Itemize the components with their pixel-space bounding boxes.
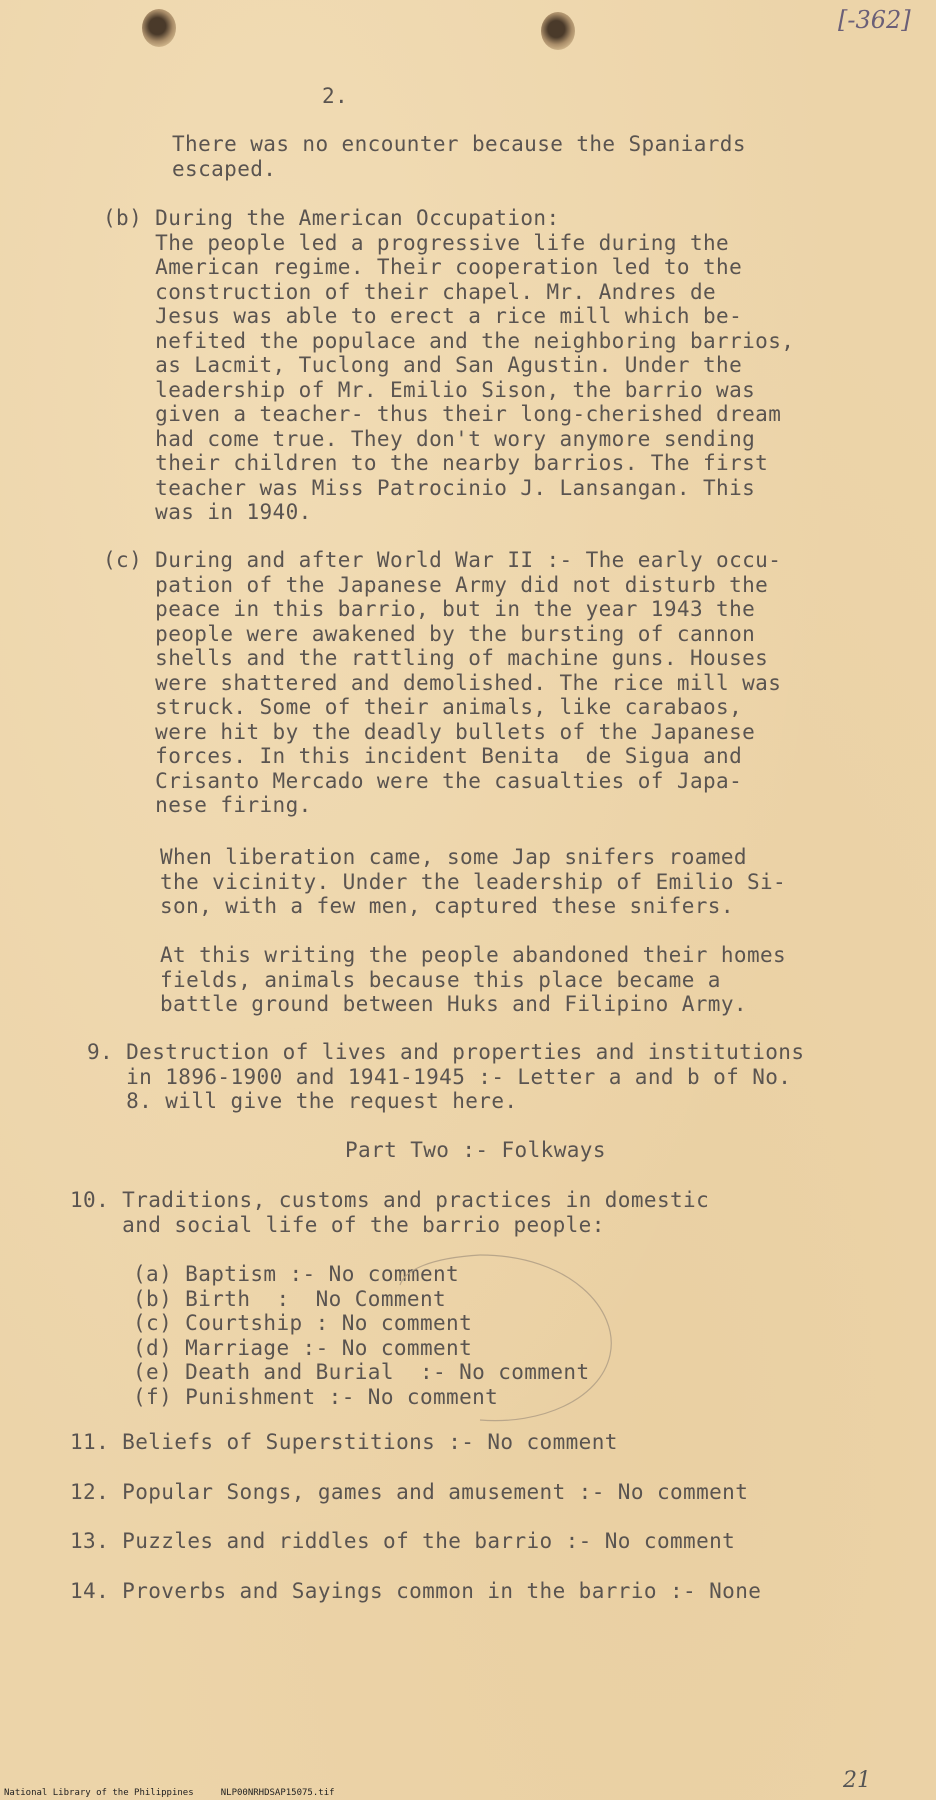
item-10: 10. Traditions, customs and practices in domestic and social life of the barrio people: [70,1188,710,1237]
pencil-scribble [330,1240,630,1430]
paragraph-liberation: When liberation came, some Jap snifers roamed the vicinity. Under the leadership of Emilio Si- son, with a few men, captured these snifers. [160,845,787,918]
item-9: 9. Destruction of lives and properties and institutions in 1896-1900 and 1941-1945 :- Letter a and b of No. 8. will give the request here. [87,1040,805,1113]
item-10-subitems: (a) Baptism :- No comment (b) Birth : No Comment (c) Courtship : No comment (d) Marriage :- No comment (e) Death and Burial :- No comment (f) Punishment :- No comment [133,1262,590,1409]
punch-hole [541,12,575,50]
handwritten-page-mark: 21 [843,1768,871,1793]
paragraph-8b: (b) During the American Occupation: The people led a progressive life during the American regime. Their cooperation led to the construction of their chapel. Mr. Andres de Jesus was able to erect a rice mill which be- nefited the populace and the neighboring barrios, as Lacmit, Tuclong and San Agustin. Under the leadership of Mr. Emilio Sison, the barrio was given a teacher- thus their long-cherished dream had come true. They don't wory anymore sending their children to the nearby barrios. The first teacher was Miss Patrocinio J. Lansangan. This was in 1940. [103,206,795,524]
archive-reference: [-362] [838,6,911,34]
punch-hole [142,9,176,47]
item-14: 14. Proverbs and Sayings common in the barrio :- None [70,1579,762,1603]
item-13: 13. Puzzles and riddles of the barrio :- No comment [70,1529,736,1553]
paragraph-writing: At this writing the people abandoned their homes fields, animals because this place became a battle ground between Huks and Filipino Army. [160,943,787,1016]
item-11: 11. Beliefs of Superstitions :- No comment [70,1430,618,1454]
paragraph-8c: (c) During and after World War II :- The early occu- pation of the Japanese Army did not disturb the peace in this barrio, but in the year 1943 the people were awakened by the bursting of cannon shells and the rattling of machine guns. Houses were shattered and demolished. The rice mill was struck. Some of their animals, like carabaos, were hit by the deadly bullets of the Japanese forces. In this incident Benita de Sigua and Crisanto Mercado were the casualties of Japa- nese firing. [103,548,782,817]
item-12: 12. Popular Songs, games and amusement :- No comment [70,1480,749,1504]
page-number: 2. [322,84,349,108]
paragraph-8a-end: There was no encounter because the Spaniards escaped. [172,132,746,181]
footer-label: National Library of the Philippines NLP00NRHDSAP15075.tif [4,1788,335,1798]
part-two-heading: Part Two :- Folkways [345,1138,606,1162]
